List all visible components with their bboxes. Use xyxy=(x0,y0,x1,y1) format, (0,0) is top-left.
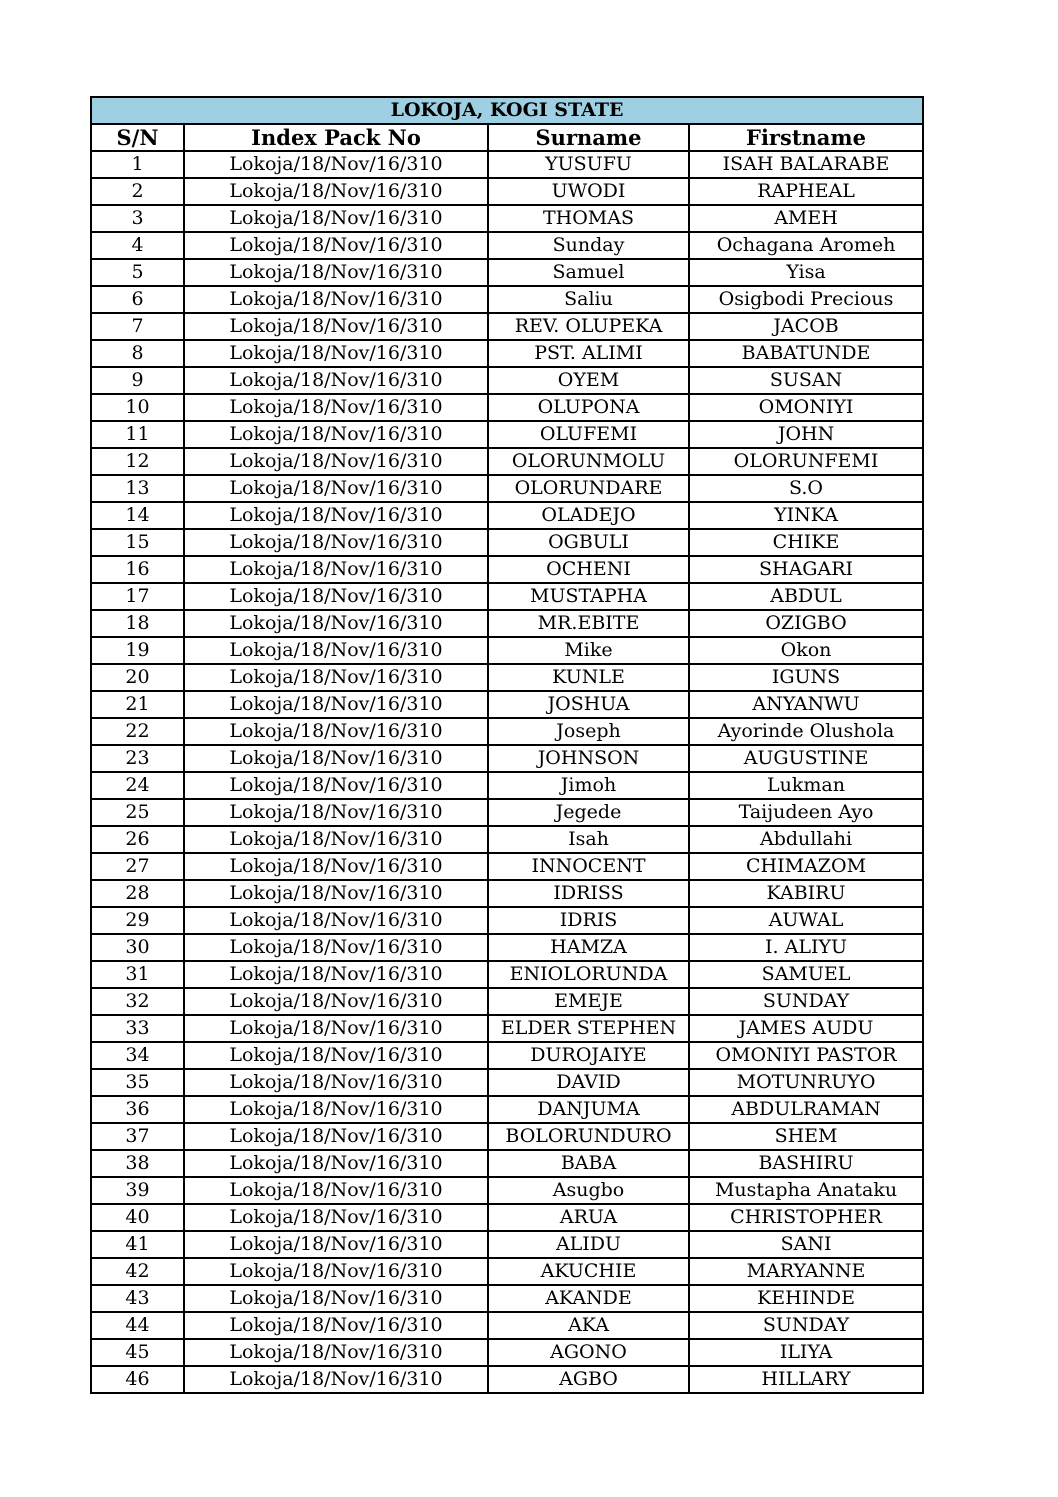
table-row xyxy=(91,853,923,880)
cell-surname: DUROJAIYE xyxy=(488,1042,689,1069)
registration-table xyxy=(90,96,924,1394)
cell-firstname: Abdullahi xyxy=(689,826,923,853)
cell-firstname: ABDUL xyxy=(689,583,923,610)
cell-sn: 1 xyxy=(91,151,184,178)
cell-index-pack-no: Lokoja/18/Nov/16/310 xyxy=(184,1204,488,1231)
cell-surname: KUNLE xyxy=(488,664,689,691)
cell-surname: Asugbo xyxy=(488,1177,689,1204)
cell-sn: 29 xyxy=(91,907,184,934)
cell-index-pack-no: Lokoja/18/Nov/16/310 xyxy=(184,205,488,232)
cell-index-pack-no: Lokoja/18/Nov/16/310 xyxy=(184,421,488,448)
table-row xyxy=(91,178,923,205)
cell-firstname: JACOB xyxy=(689,313,923,340)
column-header-surname: Surname xyxy=(488,124,689,151)
cell-surname: Sunday xyxy=(488,232,689,259)
cell-sn: 21 xyxy=(91,691,184,718)
cell-firstname: AUWAL xyxy=(689,907,923,934)
cell-firstname: IGUNS xyxy=(689,664,923,691)
cell-surname: MUSTAPHA xyxy=(488,583,689,610)
table-row xyxy=(91,367,923,394)
table-row xyxy=(91,610,923,637)
cell-surname: AKANDE xyxy=(488,1285,689,1312)
cell-sn: 5 xyxy=(91,259,184,286)
table-row xyxy=(91,502,923,529)
cell-surname: Isah xyxy=(488,826,689,853)
table-body xyxy=(91,151,923,1393)
cell-firstname: Mustapha Anataku xyxy=(689,1177,923,1204)
cell-index-pack-no: Lokoja/18/Nov/16/310 xyxy=(184,853,488,880)
table-row xyxy=(91,691,923,718)
cell-firstname: CHRISTOPHER xyxy=(689,1204,923,1231)
cell-index-pack-no: Lokoja/18/Nov/16/310 xyxy=(184,1177,488,1204)
cell-index-pack-no: Lokoja/18/Nov/16/310 xyxy=(184,745,488,772)
table-row xyxy=(91,232,923,259)
cell-index-pack-no: Lokoja/18/Nov/16/310 xyxy=(184,1258,488,1285)
table-row xyxy=(91,313,923,340)
cell-surname: Samuel xyxy=(488,259,689,286)
cell-firstname: KABIRU xyxy=(689,880,923,907)
cell-sn: 32 xyxy=(91,988,184,1015)
cell-sn: 10 xyxy=(91,394,184,421)
cell-index-pack-no: Lokoja/18/Nov/16/310 xyxy=(184,718,488,745)
cell-surname: THOMAS xyxy=(488,205,689,232)
cell-surname: IDRISS xyxy=(488,880,689,907)
cell-surname: JOSHUA xyxy=(488,691,689,718)
cell-firstname: MOTUNRUYO xyxy=(689,1069,923,1096)
cell-firstname: YINKA xyxy=(689,502,923,529)
cell-sn: 11 xyxy=(91,421,184,448)
cell-firstname: ILIYA xyxy=(689,1339,923,1366)
document-page xyxy=(90,96,922,1394)
cell-index-pack-no: Lokoja/18/Nov/16/310 xyxy=(184,151,488,178)
cell-surname: ELDER STEPHEN xyxy=(488,1015,689,1042)
cell-firstname: SHAGARI xyxy=(689,556,923,583)
cell-index-pack-no: Lokoja/18/Nov/16/310 xyxy=(184,799,488,826)
cell-index-pack-no: Lokoja/18/Nov/16/310 xyxy=(184,1285,488,1312)
cell-surname: AKUCHIE xyxy=(488,1258,689,1285)
cell-sn: 43 xyxy=(91,1285,184,1312)
cell-firstname: BASHIRU xyxy=(689,1150,923,1177)
table-row xyxy=(91,934,923,961)
cell-index-pack-no: Lokoja/18/Nov/16/310 xyxy=(184,826,488,853)
cell-firstname: SHEM xyxy=(689,1123,923,1150)
table-title-row xyxy=(91,97,923,124)
cell-surname: AGBO xyxy=(488,1366,689,1393)
cell-sn: 45 xyxy=(91,1339,184,1366)
table-row xyxy=(91,1339,923,1366)
cell-sn: 30 xyxy=(91,934,184,961)
cell-sn: 41 xyxy=(91,1231,184,1258)
cell-firstname: CHIMAZOM xyxy=(689,853,923,880)
cell-firstname: ABDULRAMAN xyxy=(689,1096,923,1123)
cell-index-pack-no: Lokoja/18/Nov/16/310 xyxy=(184,1312,488,1339)
cell-sn: 38 xyxy=(91,1150,184,1177)
cell-surname: AKA xyxy=(488,1312,689,1339)
cell-sn: 20 xyxy=(91,664,184,691)
cell-sn: 44 xyxy=(91,1312,184,1339)
cell-firstname: Ayorinde Olushola xyxy=(689,718,923,745)
cell-firstname: ISAH BALARABE xyxy=(689,151,923,178)
cell-sn: 34 xyxy=(91,1042,184,1069)
cell-sn: 37 xyxy=(91,1123,184,1150)
column-header-row xyxy=(91,124,923,151)
table-row xyxy=(91,1366,923,1393)
table-row xyxy=(91,1231,923,1258)
cell-sn: 18 xyxy=(91,610,184,637)
cell-firstname: S.O xyxy=(689,475,923,502)
cell-index-pack-no: Lokoja/18/Nov/16/310 xyxy=(184,259,488,286)
cell-sn: 16 xyxy=(91,556,184,583)
cell-surname: OLORUNDARE xyxy=(488,475,689,502)
cell-surname: OGBULI xyxy=(488,529,689,556)
cell-index-pack-no: Lokoja/18/Nov/16/310 xyxy=(184,529,488,556)
table-row xyxy=(91,1096,923,1123)
cell-index-pack-no: Lokoja/18/Nov/16/310 xyxy=(184,691,488,718)
cell-index-pack-no: Lokoja/18/Nov/16/310 xyxy=(184,475,488,502)
table-row xyxy=(91,529,923,556)
table-row xyxy=(91,286,923,313)
table-row xyxy=(91,880,923,907)
cell-surname: PST. ALIMI xyxy=(488,340,689,367)
cell-index-pack-no: Lokoja/18/Nov/16/310 xyxy=(184,1042,488,1069)
cell-index-pack-no: Lokoja/18/Nov/16/310 xyxy=(184,988,488,1015)
cell-sn: 4 xyxy=(91,232,184,259)
cell-surname: MR.EBITE xyxy=(488,610,689,637)
cell-sn: 27 xyxy=(91,853,184,880)
table-row xyxy=(91,1312,923,1339)
column-header-sn: S/N xyxy=(91,124,184,151)
cell-index-pack-no: Lokoja/18/Nov/16/310 xyxy=(184,1069,488,1096)
cell-surname: DAVID xyxy=(488,1069,689,1096)
table-row xyxy=(91,772,923,799)
cell-index-pack-no: Lokoja/18/Nov/16/310 xyxy=(184,772,488,799)
cell-firstname: SUSAN xyxy=(689,367,923,394)
table-row xyxy=(91,826,923,853)
cell-firstname: SAMUEL xyxy=(689,961,923,988)
cell-sn: 15 xyxy=(91,529,184,556)
cell-firstname: OMONIYI PASTOR xyxy=(689,1042,923,1069)
cell-firstname: OZIGBO xyxy=(689,610,923,637)
cell-firstname: MARYANNE xyxy=(689,1258,923,1285)
column-header-index-pack-no: Index Pack No xyxy=(184,124,488,151)
cell-surname: OYEM xyxy=(488,367,689,394)
cell-sn: 2 xyxy=(91,178,184,205)
cell-surname: OLADEJO xyxy=(488,502,689,529)
cell-surname: OCHENI xyxy=(488,556,689,583)
cell-index-pack-no: Lokoja/18/Nov/16/310 xyxy=(184,1150,488,1177)
cell-sn: 23 xyxy=(91,745,184,772)
cell-sn: 40 xyxy=(91,1204,184,1231)
cell-index-pack-no: Lokoja/18/Nov/16/310 xyxy=(184,1015,488,1042)
cell-index-pack-no: Lokoja/18/Nov/16/310 xyxy=(184,448,488,475)
cell-firstname: Taijudeen Ayo xyxy=(689,799,923,826)
cell-firstname: AMEH xyxy=(689,205,923,232)
cell-surname: REV. OLUPEKA xyxy=(488,313,689,340)
cell-firstname: Okon xyxy=(689,637,923,664)
table-row xyxy=(91,1123,923,1150)
cell-surname: JOHNSON xyxy=(488,745,689,772)
cell-index-pack-no: Lokoja/18/Nov/16/310 xyxy=(184,1231,488,1258)
cell-firstname: Lukman xyxy=(689,772,923,799)
cell-surname: IDRIS xyxy=(488,907,689,934)
cell-sn: 28 xyxy=(91,880,184,907)
cell-firstname: OMONIYI xyxy=(689,394,923,421)
cell-surname: OLUPONA xyxy=(488,394,689,421)
cell-index-pack-no: Lokoja/18/Nov/16/310 xyxy=(184,664,488,691)
cell-firstname: AUGUSTINE xyxy=(689,745,923,772)
table-row xyxy=(91,394,923,421)
cell-sn: 7 xyxy=(91,313,184,340)
table-row xyxy=(91,718,923,745)
cell-surname: OLUFEMI xyxy=(488,421,689,448)
cell-firstname: SUNDAY xyxy=(689,1312,923,1339)
cell-surname: EMEJE xyxy=(488,988,689,1015)
cell-firstname: JOHN xyxy=(689,421,923,448)
table-row xyxy=(91,961,923,988)
cell-index-pack-no: Lokoja/18/Nov/16/310 xyxy=(184,313,488,340)
cell-sn: 46 xyxy=(91,1366,184,1393)
cell-surname: YUSUFU xyxy=(488,151,689,178)
cell-firstname: SANI xyxy=(689,1231,923,1258)
cell-index-pack-no: Lokoja/18/Nov/16/310 xyxy=(184,961,488,988)
cell-firstname: ANYANWU xyxy=(689,691,923,718)
table-row xyxy=(91,1150,923,1177)
cell-surname: INNOCENT xyxy=(488,853,689,880)
cell-firstname: Yisa xyxy=(689,259,923,286)
cell-sn: 24 xyxy=(91,772,184,799)
table-row xyxy=(91,205,923,232)
table-row xyxy=(91,1285,923,1312)
cell-surname: AGONO xyxy=(488,1339,689,1366)
cell-index-pack-no: Lokoja/18/Nov/16/310 xyxy=(184,1123,488,1150)
table-row xyxy=(91,1015,923,1042)
cell-sn: 8 xyxy=(91,340,184,367)
cell-sn: 13 xyxy=(91,475,184,502)
cell-surname: Jegede xyxy=(488,799,689,826)
cell-firstname: OLORUNFEMI xyxy=(689,448,923,475)
cell-index-pack-no: Lokoja/18/Nov/16/310 xyxy=(184,610,488,637)
cell-sn: 19 xyxy=(91,637,184,664)
cell-index-pack-no: Lokoja/18/Nov/16/310 xyxy=(184,178,488,205)
table-row xyxy=(91,340,923,367)
cell-firstname: JAMES AUDU xyxy=(689,1015,923,1042)
table-row xyxy=(91,475,923,502)
table-row xyxy=(91,637,923,664)
table-row xyxy=(91,907,923,934)
table-row xyxy=(91,988,923,1015)
table-row xyxy=(91,745,923,772)
cell-index-pack-no: Lokoja/18/Nov/16/310 xyxy=(184,934,488,961)
cell-index-pack-no: Lokoja/18/Nov/16/310 xyxy=(184,286,488,313)
cell-surname: ARUA xyxy=(488,1204,689,1231)
cell-surname: ENIOLORUNDA xyxy=(488,961,689,988)
cell-firstname: KEHINDE xyxy=(689,1285,923,1312)
cell-index-pack-no: Lokoja/18/Nov/16/310 xyxy=(184,637,488,664)
cell-index-pack-no: Lokoja/18/Nov/16/310 xyxy=(184,232,488,259)
cell-surname: UWODI xyxy=(488,178,689,205)
table-title: LOKOJA, KOGI STATE xyxy=(91,97,923,124)
cell-index-pack-no: Lokoja/18/Nov/16/310 xyxy=(184,1339,488,1366)
cell-sn: 42 xyxy=(91,1258,184,1285)
cell-surname: Joseph xyxy=(488,718,689,745)
table-row xyxy=(91,583,923,610)
table-row xyxy=(91,1258,923,1285)
column-header-firstname: Firstname xyxy=(689,124,923,151)
table-row xyxy=(91,556,923,583)
cell-surname: Jimoh xyxy=(488,772,689,799)
cell-index-pack-no: Lokoja/18/Nov/16/310 xyxy=(184,367,488,394)
table-row xyxy=(91,448,923,475)
cell-sn: 14 xyxy=(91,502,184,529)
cell-firstname: Ochagana Aromeh xyxy=(689,232,923,259)
cell-firstname: RAPHEAL xyxy=(689,178,923,205)
cell-sn: 36 xyxy=(91,1096,184,1123)
cell-surname: DANJUMA xyxy=(488,1096,689,1123)
cell-index-pack-no: Lokoja/18/Nov/16/310 xyxy=(184,1366,488,1393)
cell-index-pack-no: Lokoja/18/Nov/16/310 xyxy=(184,1096,488,1123)
cell-index-pack-no: Lokoja/18/Nov/16/310 xyxy=(184,880,488,907)
cell-surname: Saliu xyxy=(488,286,689,313)
cell-index-pack-no: Lokoja/18/Nov/16/310 xyxy=(184,556,488,583)
cell-firstname: HILLARY xyxy=(689,1366,923,1393)
cell-sn: 3 xyxy=(91,205,184,232)
table-row xyxy=(91,259,923,286)
cell-surname: ALIDU xyxy=(488,1231,689,1258)
cell-sn: 22 xyxy=(91,718,184,745)
cell-sn: 17 xyxy=(91,583,184,610)
cell-sn: 26 xyxy=(91,826,184,853)
cell-surname: Mike xyxy=(488,637,689,664)
table-row xyxy=(91,1177,923,1204)
cell-sn: 9 xyxy=(91,367,184,394)
cell-firstname: CHIKE xyxy=(689,529,923,556)
cell-index-pack-no: Lokoja/18/Nov/16/310 xyxy=(184,394,488,421)
cell-firstname: BABATUNDE xyxy=(689,340,923,367)
cell-surname: BABA xyxy=(488,1150,689,1177)
table-row xyxy=(91,664,923,691)
cell-index-pack-no: Lokoja/18/Nov/16/310 xyxy=(184,907,488,934)
cell-index-pack-no: Lokoja/18/Nov/16/310 xyxy=(184,340,488,367)
cell-surname: BOLORUNDURO xyxy=(488,1123,689,1150)
cell-firstname: Osigbodi Precious xyxy=(689,286,923,313)
cell-sn: 12 xyxy=(91,448,184,475)
cell-index-pack-no: Lokoja/18/Nov/16/310 xyxy=(184,502,488,529)
cell-sn: 39 xyxy=(91,1177,184,1204)
cell-firstname: SUNDAY xyxy=(689,988,923,1015)
cell-surname: OLORUNMOLU xyxy=(488,448,689,475)
cell-sn: 33 xyxy=(91,1015,184,1042)
table-row xyxy=(91,421,923,448)
table-row xyxy=(91,1042,923,1069)
cell-firstname: I. ALIYU xyxy=(689,934,923,961)
cell-sn: 35 xyxy=(91,1069,184,1096)
cell-index-pack-no: Lokoja/18/Nov/16/310 xyxy=(184,583,488,610)
table-row xyxy=(91,799,923,826)
table-row xyxy=(91,151,923,178)
cell-sn: 25 xyxy=(91,799,184,826)
cell-sn: 31 xyxy=(91,961,184,988)
table-row xyxy=(91,1069,923,1096)
cell-sn: 6 xyxy=(91,286,184,313)
cell-surname: HAMZA xyxy=(488,934,689,961)
table-row xyxy=(91,1204,923,1231)
